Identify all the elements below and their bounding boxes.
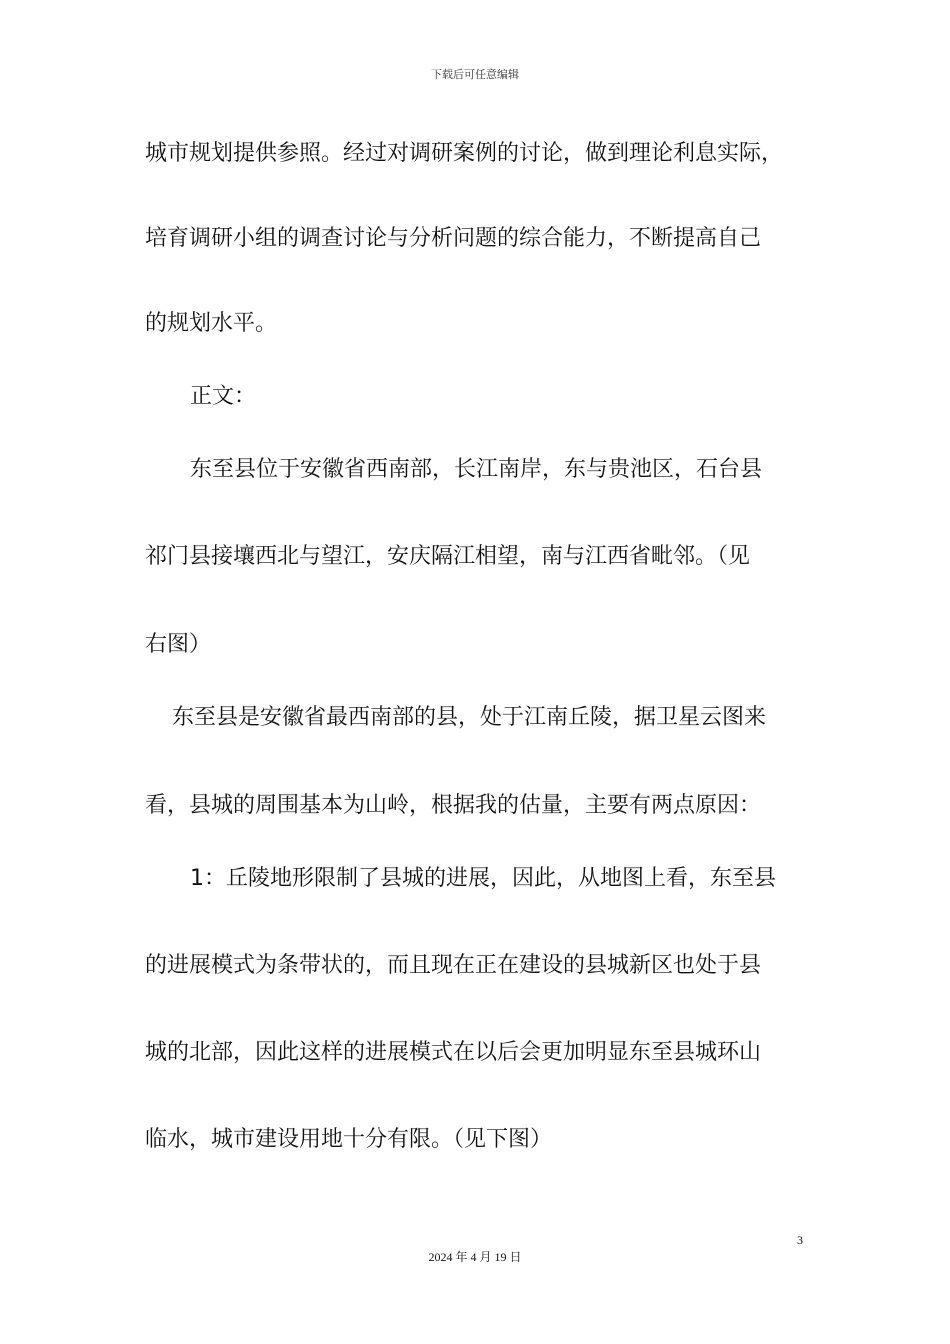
paragraph-line: 的规划水平。 (145, 311, 278, 336)
paragraph-line: 东至县是安徽省最西南部的县，处于江南丘陵，据卫星云图来 (172, 705, 767, 730)
page-header: 下载后可任意编辑 (431, 68, 519, 81)
section-heading: 正文： (190, 384, 257, 409)
paragraph-line: 临水，城市建设用地十分有限。（见下图） (145, 1127, 553, 1152)
paragraph-line: 祁门县接壤西北与望江，安庆隔江相望，南与江西省毗邻。（见 (145, 544, 751, 569)
paragraph-line: 右图） (145, 632, 212, 657)
paragraph-line: 东至县位于安徽省西南部，长江南岸，东与贵池区，石台县 (190, 457, 763, 482)
paragraph-line: 城的北部，因此这样的进展模式在以后会更加明显东至县城环山 (145, 1040, 762, 1065)
paragraph-line: 培育调研小组的调查讨论与分析问题的综合能力，不断提高自己 (145, 226, 762, 251)
paragraph-line: 看，县城的周围基本为山岭，根据我的估量，主要有两点原因： (145, 793, 762, 818)
paragraph-line: 1：丘陵地形限制了县城的进展，因此，从地图上看，东至县 (190, 866, 776, 891)
page-number: 3 (797, 1233, 803, 1247)
footer-date: 2024 年 4 月 19 日 (428, 1250, 522, 1264)
paragraph-line: 城市规划提供参照。经过对调研案例的讨论，做到理论利息实际， (145, 141, 784, 166)
paragraph-line: 的进展模式为条带状的，而且现在正在建设的县城新区也处于县 (145, 953, 762, 978)
